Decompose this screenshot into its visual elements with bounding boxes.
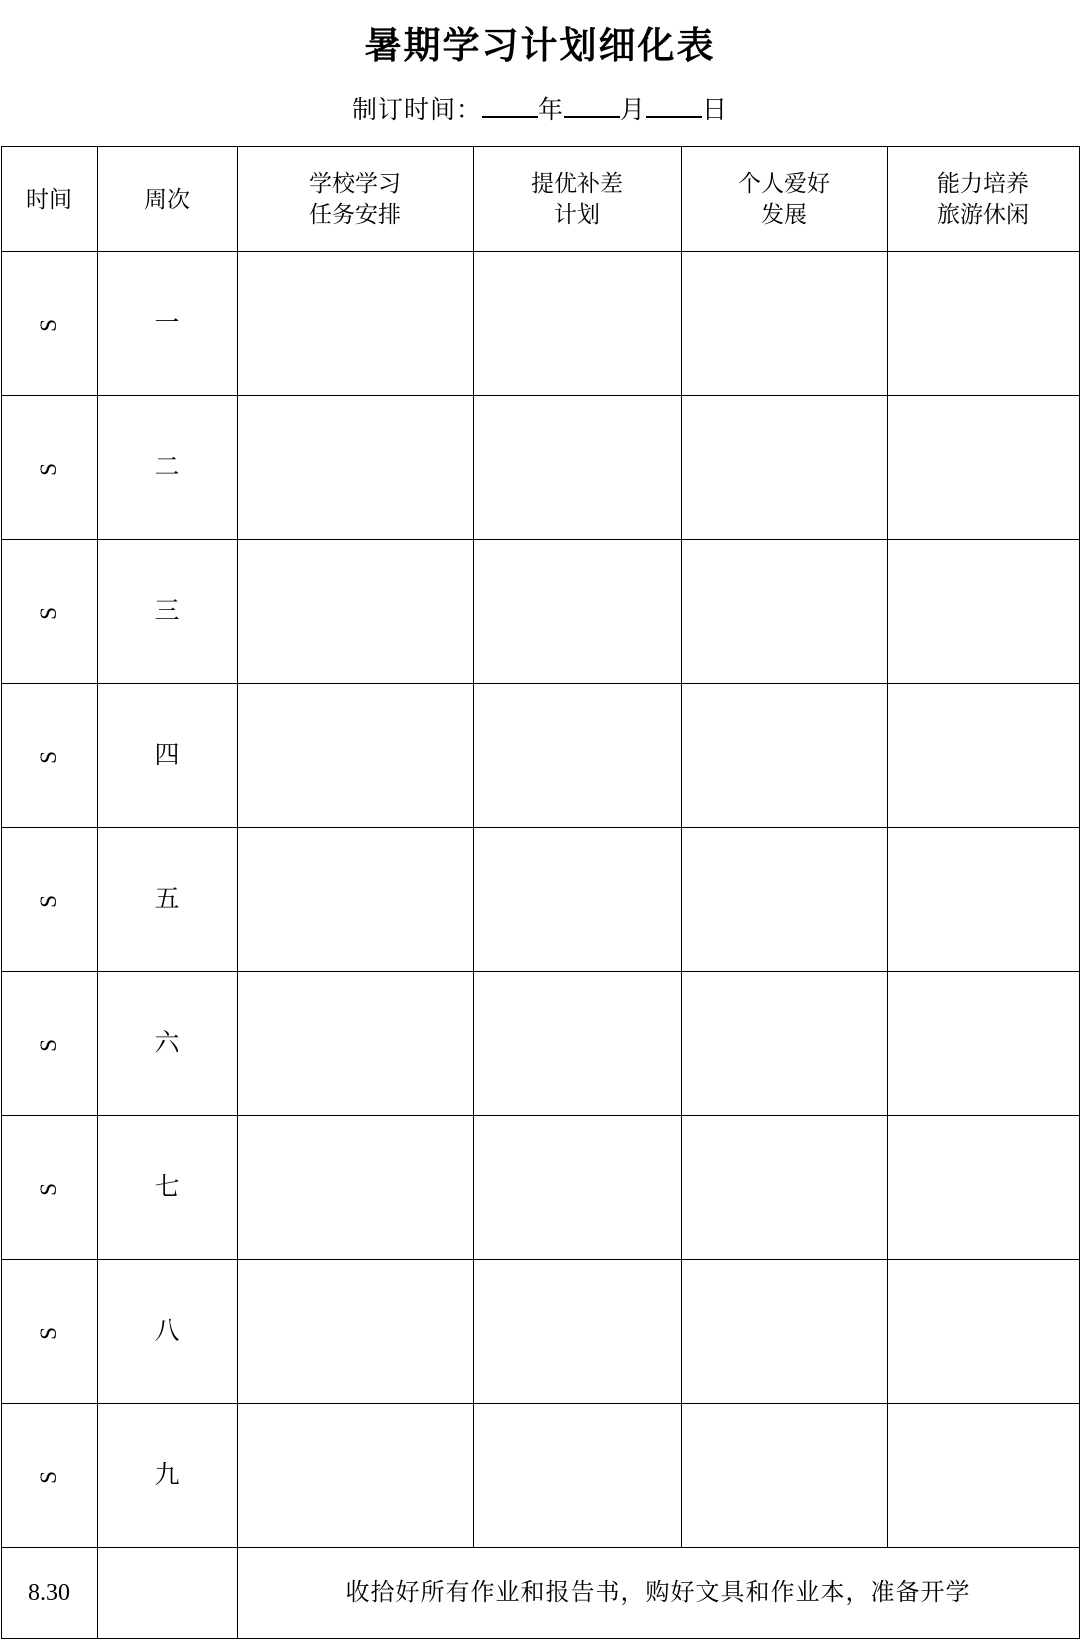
header-school-line2: 任务安排: [309, 202, 401, 228]
week-value: 一: [154, 310, 180, 338]
cell-ability-leisure[interactable]: [887, 252, 1079, 396]
header-cell-improve-plan: [473, 147, 681, 252]
table-row: [1, 1116, 1079, 1260]
table-row: [1, 252, 1079, 396]
table-row: [1, 684, 1079, 828]
cell-ability-leisure[interactable]: [887, 972, 1079, 1116]
year-unit: 年: [537, 97, 564, 125]
cell-week: [97, 828, 237, 972]
cell-school-tasks[interactable]: [237, 396, 473, 540]
day-unit: 日: [702, 97, 729, 125]
creation-date-label: 制订时间：: [351, 97, 482, 125]
header-cell-school-tasks: [237, 147, 473, 252]
cell-hobby-development[interactable]: [681, 1260, 887, 1404]
cell-ability-leisure[interactable]: [887, 396, 1079, 540]
week-value: 二: [154, 454, 180, 482]
header-improve-line2: 计划: [554, 202, 600, 228]
table-row: [1, 1404, 1079, 1548]
time-value: S: [36, 1037, 62, 1052]
cell-time: [1, 828, 97, 972]
week-value: 六: [154, 1030, 180, 1058]
table-body: [1, 252, 1079, 1639]
cell-ability-leisure[interactable]: [887, 684, 1079, 828]
cell-week: [97, 972, 237, 1116]
time-value: S: [36, 605, 62, 620]
table-row: [1, 972, 1079, 1116]
week-value: 四: [154, 742, 180, 770]
cell-week: [97, 1260, 237, 1404]
table-header: [1, 147, 1079, 252]
cell-time: [1, 1116, 97, 1260]
month-blank-field[interactable]: [564, 116, 620, 118]
header-hobby-line1: 个人爱好: [738, 171, 830, 197]
cell-improve-plan[interactable]: [473, 828, 681, 972]
day-blank-field[interactable]: [646, 116, 702, 118]
header-cell-hobby-development: [681, 147, 887, 252]
table-row: [1, 540, 1079, 684]
cell-school-tasks[interactable]: [237, 540, 473, 684]
cell-week: [97, 684, 237, 828]
table-row: [1, 828, 1079, 972]
cell-school-tasks[interactable]: [237, 972, 473, 1116]
footer-date: 8.30: [1, 1548, 97, 1639]
cell-school-tasks[interactable]: [237, 1260, 473, 1404]
cell-time: [1, 684, 97, 828]
header-school-line1: 学校学习: [309, 171, 401, 197]
cell-hobby-development[interactable]: [681, 972, 887, 1116]
week-value: 三: [154, 598, 180, 626]
cell-time: [1, 1260, 97, 1404]
cell-time: [1, 540, 97, 684]
cell-week: [97, 540, 237, 684]
header-ability-line2: 旅游休闲: [937, 202, 1029, 228]
week-value: 九: [154, 1462, 180, 1490]
cell-school-tasks[interactable]: [237, 252, 473, 396]
week-value: 八: [154, 1318, 180, 1346]
cell-week: [97, 396, 237, 540]
cell-improve-plan[interactable]: [473, 252, 681, 396]
cell-school-tasks[interactable]: [237, 684, 473, 828]
week-value: 五: [154, 886, 180, 914]
cell-ability-leisure[interactable]: [887, 828, 1079, 972]
plan-table: [1, 146, 1080, 1639]
cell-school-tasks[interactable]: [237, 1116, 473, 1260]
time-value: S: [36, 1469, 62, 1484]
cell-ability-leisure[interactable]: [887, 1260, 1079, 1404]
cell-hobby-development[interactable]: [681, 396, 887, 540]
header-row: [1, 147, 1079, 252]
cell-school-tasks[interactable]: [237, 1404, 473, 1548]
cell-hobby-development[interactable]: [681, 1116, 887, 1260]
cell-improve-plan[interactable]: [473, 1116, 681, 1260]
footer-week[interactable]: [97, 1548, 237, 1639]
table-footer-row: [1, 1548, 1079, 1639]
cell-ability-leisure[interactable]: [887, 1404, 1079, 1548]
time-value: S: [36, 317, 62, 332]
header-cell-time: [1, 147, 97, 252]
creation-date-line: [0, 68, 1080, 146]
header-week-line1: 周次: [144, 186, 190, 212]
cell-hobby-development[interactable]: [681, 684, 887, 828]
cell-school-tasks[interactable]: [237, 828, 473, 972]
footer-note: 收拾好所有作业和报告书，购好文具和作业本，准备开学: [237, 1548, 1079, 1639]
header-ability-line1: 能力培养: [937, 171, 1029, 197]
cell-ability-leisure[interactable]: [887, 1116, 1079, 1260]
cell-week: [97, 1116, 237, 1260]
table-row: [1, 1260, 1079, 1404]
cell-time: [1, 1404, 97, 1548]
cell-time: [1, 396, 97, 540]
week-value: 七: [154, 1174, 180, 1202]
page-title: 暑期学习计划细化表: [364, 25, 716, 66]
time-value: S: [36, 749, 62, 764]
cell-improve-plan[interactable]: [473, 540, 681, 684]
cell-improve-plan[interactable]: [473, 1260, 681, 1404]
cell-time: [1, 972, 97, 1116]
header-improve-line1: 提优补差: [531, 171, 623, 197]
time-value: S: [36, 1325, 62, 1340]
cell-hobby-development[interactable]: [681, 540, 887, 684]
cell-hobby-development[interactable]: [681, 252, 887, 396]
month-unit: 月: [620, 97, 647, 125]
cell-time: [1, 252, 97, 396]
header-cell-ability-leisure: [887, 147, 1079, 252]
cell-improve-plan[interactable]: [473, 972, 681, 1116]
cell-improve-plan[interactable]: [473, 396, 681, 540]
cell-week: [97, 1404, 237, 1548]
cell-week: [97, 252, 237, 396]
header-hobby-line2: 发展: [761, 202, 807, 228]
header-time-line1: 时间: [26, 186, 72, 212]
header-cell-week: [97, 147, 237, 252]
cell-hobby-development[interactable]: [681, 1404, 887, 1548]
cell-improve-plan[interactable]: [473, 684, 681, 828]
year-blank-field[interactable]: [482, 116, 538, 118]
cell-hobby-development[interactable]: [681, 828, 887, 972]
time-value: S: [36, 893, 62, 908]
time-value: S: [36, 1181, 62, 1196]
cell-ability-leisure[interactable]: [887, 540, 1079, 684]
table-row: [1, 396, 1079, 540]
time-value: S: [36, 461, 62, 476]
cell-improve-plan[interactable]: [473, 1404, 681, 1548]
